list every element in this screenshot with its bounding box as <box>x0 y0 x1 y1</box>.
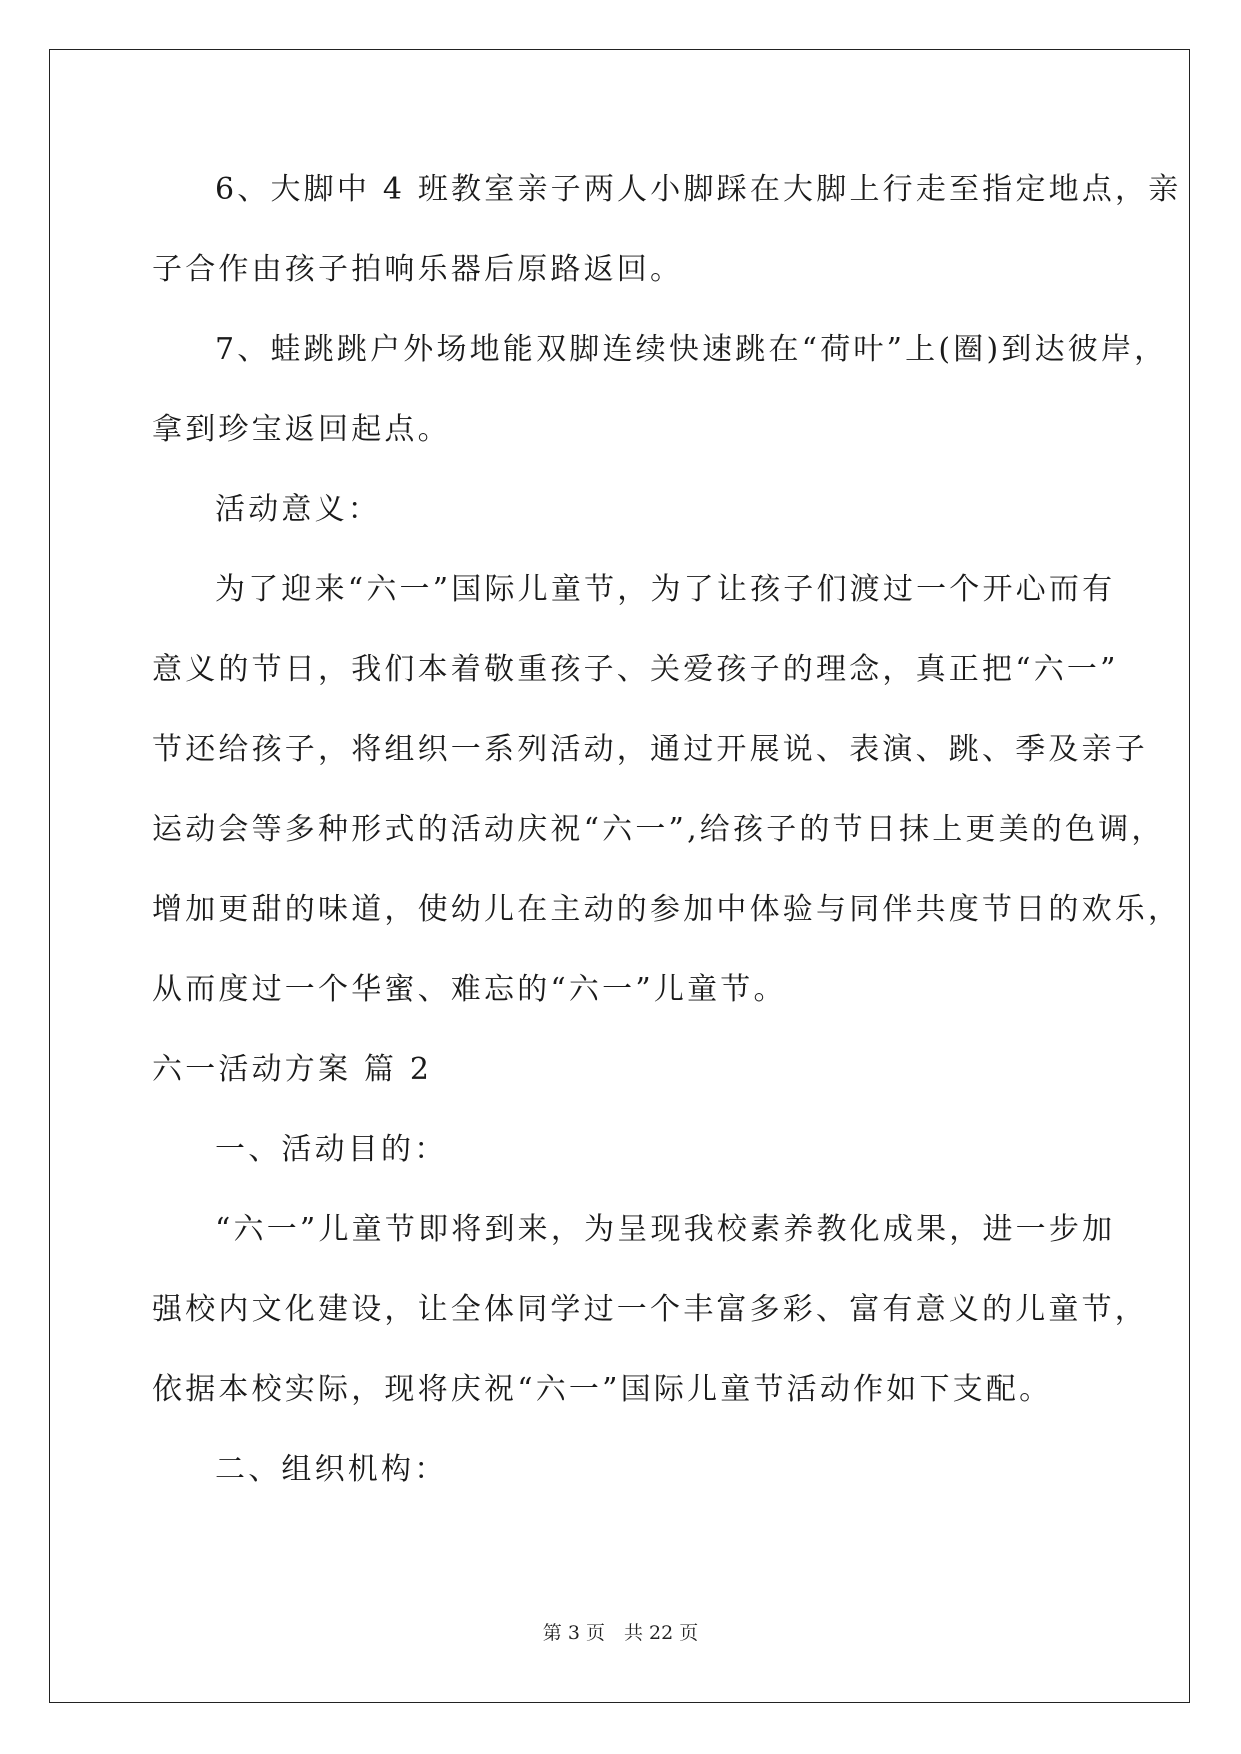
paragraph-line: 为了迎来“六一”国际儿童节，为了让孩子们渡过一个开心而有 <box>215 572 1116 607</box>
section-heading: 活动意义： <box>215 492 381 527</box>
paragraph-line: 依据本校实际，现将庆祝“六一”国际儿童节活动作如下支配。 <box>152 1372 1053 1407</box>
section-title: 六一活动方案 篇 2 <box>152 1052 433 1087</box>
paragraph-line: 拿到珍宝返回起点。 <box>152 412 451 447</box>
section-heading: 一、活动目的： <box>215 1132 448 1167</box>
paragraph-line: 运动会等多种形式的活动庆祝“六一”,给孩子的节日抹上更美的色调， <box>152 812 1165 847</box>
paragraph-line: 节还给孩子，将组织一系列活动，通过开展说、表演、跳、季及亲子 <box>152 732 1148 767</box>
paragraph-line: 增加更甜的味道，使幼儿在主动的参加中体验与同伴共度节日的欢乐， <box>152 892 1182 927</box>
paragraph-line: “六一”儿童节即将到来，为呈现我校素养教化成果，进一步加 <box>215 1212 1116 1247</box>
section-heading: 二、组织机构： <box>215 1452 448 1487</box>
paragraph-line: 子合作由孩子拍响乐器后原路返回。 <box>152 252 684 287</box>
paragraph-line: 意义的节日，我们本着敬重孩子、关爱孩子的理念，真正把“六一” <box>152 652 1119 687</box>
paragraph-line: 7、蛙跳跳户外场地能双脚连续快速跳在“荷叶”上(圈)到达彼岸， <box>215 332 1168 367</box>
paragraph-line: 从而度过一个华蜜、难忘的“六一”儿童节。 <box>152 972 787 1007</box>
page-number-footer: 第 3 页 共 22 页 <box>542 1622 699 1644</box>
paragraph-line: 强校内文化建设，让全体同学过一个丰富多彩、富有意义的儿童节， <box>152 1292 1148 1327</box>
paragraph-line: 6、大脚中 4 班教室亲子两人小脚踩在大脚上行走至指定地点，亲 <box>215 172 1182 207</box>
